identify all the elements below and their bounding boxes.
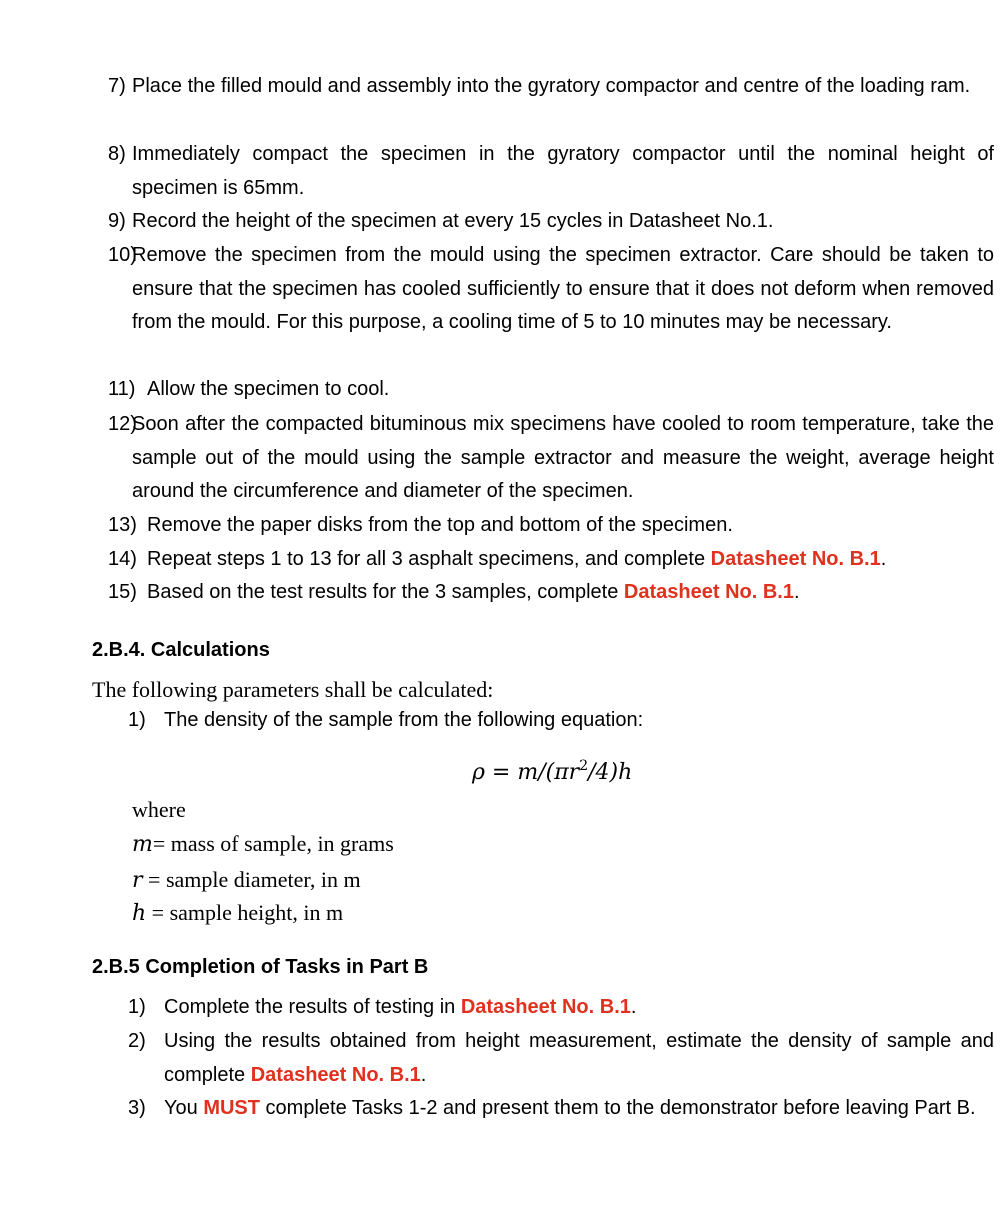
calculations-intro: The following parameters shall be calculated: (92, 677, 494, 702)
task-number: 3) (128, 1097, 146, 1119)
step-14 (108, 543, 994, 577)
step-number: 11) (108, 378, 136, 400)
step-text: Remove the paper disks from the top and bottom of the specimen. (147, 514, 733, 536)
step-15 (108, 576, 994, 610)
step-number: 7) (108, 75, 126, 97)
task-number: 2) (128, 1030, 146, 1052)
variable-definition: h = sample height, in m (132, 900, 344, 926)
variable-symbol: h (132, 901, 147, 926)
step-text: Place the filled mould and assembly into the gyratory compactor and centre of the loading ram. (132, 75, 971, 97)
calculation-item (128, 704, 643, 736)
completion-heading: 2.B.5 Completion of Tasks in Part B (92, 956, 429, 978)
step-text: Based on the test results for the 3 samples, complete Datasheet No. B.1. (147, 581, 800, 603)
step-number: 14) (108, 548, 137, 570)
variable-symbol: r (132, 868, 143, 893)
step-text: Repeat steps 1 to 13 for all 3 asphalt specimens, and complete Datasheet No. B.1. (147, 548, 887, 570)
step-8 (108, 138, 994, 205)
step-10 (108, 239, 994, 340)
variable-description: mass of sample, in grams (170, 831, 394, 856)
task-text: Using the results obtained from height measurement, estimate the density of sample and complete Datasheet No. B.1. (164, 1030, 994, 1086)
item-number: 1) (128, 709, 146, 731)
datasheet-reference: Datasheet No. B.1 (250, 1063, 421, 1086)
step-number: 8) (108, 143, 126, 165)
step-number: 13) (108, 514, 137, 536)
must-emphasis: MUST (203, 1097, 260, 1119)
step-text: Immediately compact the specimen in the gyratory compactor until the nominal height of specimen is 65mm. (132, 143, 994, 199)
where-label: where (132, 797, 186, 822)
datasheet-reference: Datasheet No. B.1 (623, 581, 794, 603)
variable-definition: m= mass of sample, in grams (132, 831, 394, 857)
task-2 (128, 1025, 994, 1092)
step-text: Remove the specimen from the mould using the specimen extractor. Care should be taken to ensure that the specimen has cooled sufficiently to ensure that it does not deform when removed from the mould. For this purpose, a cooling time of 5 to 10 minutes may be necessary. (132, 244, 994, 333)
step-text: Soon after the compacted bituminous mix specimens have cooled to room temperature, take the sample out of the mould using the sample extractor and measure the weight, average height around the circumference and diameter of the specimen. (132, 413, 994, 502)
step-13 (108, 509, 994, 543)
variable-symbol: m (132, 832, 153, 857)
datasheet-reference: Datasheet No. B.1 (710, 548, 881, 570)
step-number: 15) (108, 581, 137, 603)
step-11 (108, 373, 994, 407)
datasheet-reference: Datasheet No. B.1 (460, 996, 631, 1018)
task-text: You MUST complete Tasks 1-2 and present them to the demonstrator before leaving Part B. (164, 1097, 976, 1119)
variable-definition: r = sample diameter, in m (132, 867, 361, 893)
task-text: Complete the results of testing in Datasheet No. B.1. (164, 996, 637, 1018)
step-number: 10) (108, 244, 137, 266)
density-equation: $\rho = m/(\pi r^2/4)h$ (472, 758, 633, 785)
step-text: Record the height of the specimen at every 15 cycles in Datasheet No.1. (132, 210, 774, 232)
variable-description: sample height, in m (169, 900, 344, 925)
calculations-heading: 2.B.4. Calculations (92, 639, 270, 661)
step-number: 12) (108, 413, 137, 435)
task-1 (128, 991, 994, 1025)
step-7 (108, 70, 994, 104)
step-12 (108, 408, 994, 509)
variable-description: sample diameter, in m (165, 867, 361, 892)
step-9 (108, 205, 994, 239)
task-3 (128, 1092, 994, 1126)
step-text: Allow the specimen to cool. (147, 378, 390, 400)
item-text: The density of the sample from the following equation: (164, 709, 644, 731)
task-number: 1) (128, 996, 146, 1018)
step-number: 9) (108, 210, 126, 232)
